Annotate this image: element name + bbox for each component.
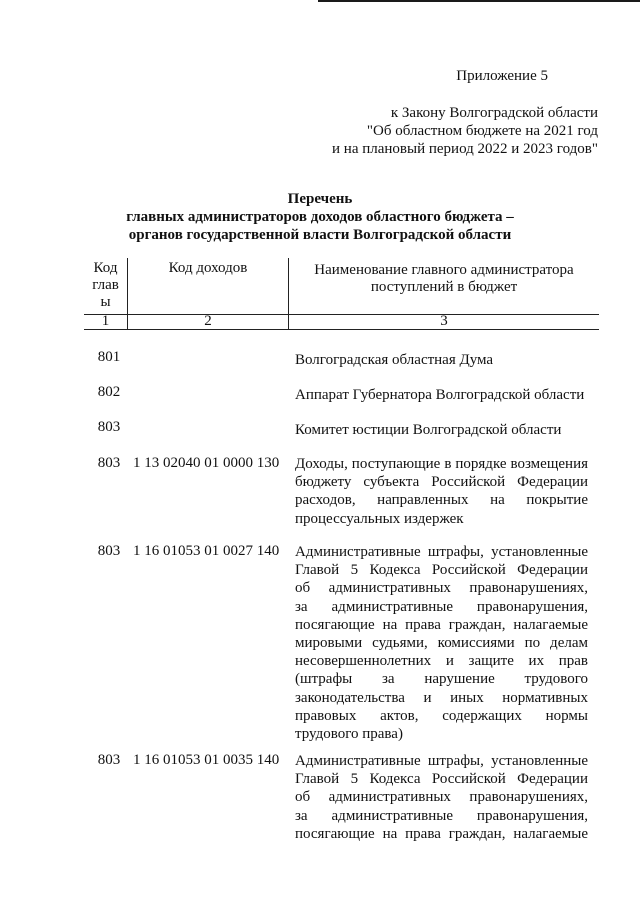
glav-code: 803 — [97, 752, 121, 768]
header-col-name: Наименование главного администратора поступлений в бюджет — [314, 262, 574, 295]
law-line: к Закону Волгоградской области — [390, 105, 598, 121]
glav-code: 802 — [97, 384, 121, 400]
title-line: главных администраторов доходов областного бюджета – — [126, 209, 514, 225]
appendix-text: Приложение 5 — [456, 68, 548, 84]
law-line: и на плановый период 2022 и 2023 годов" — [332, 141, 598, 157]
column-number: 2 — [204, 313, 212, 329]
administrator-name: Доходы, поступающие в порядке возмещения бюджету субъекта Российской Федерации расходов, направленных на покрытие процессуальных издержек — [295, 456, 588, 527]
administrator-name: Волгоградская областная Дума — [295, 352, 494, 368]
title-line: органов государственной власти Волгоградской области — [128, 227, 512, 243]
header-col-glav: Код глав ы — [92, 260, 119, 310]
glav-code: 803 — [97, 419, 121, 435]
column-number: 1 — [101, 313, 110, 329]
document-title — [100, 190, 540, 244]
administrator-name: Административные штрафы, установленные Главой 5 Кодекса Российской Федерации об административных правонарушениях, за административные правонарушения, посягающие на права граждан, налагаемые мировыми судьями, комиссиями по делам несовершеннолетних и защите их прав (штрафы за нарушение трудового законодательства и иных нормативных правовых актов, содержащих нормы трудового права) — [295, 544, 588, 743]
administrator-name: Комитет юстиции Волгоградской области — [295, 422, 562, 438]
column-number: 3 — [440, 313, 448, 329]
administrator-name: Административные штрафы, установленные Главой 5 Кодекса Российской Федерации об административных правонарушениях, за административные правонарушения, посягающие на права граждан, налагаемые — [295, 753, 588, 842]
law-reference — [332, 104, 598, 158]
scan-edge-line — [318, 0, 640, 2]
appendix-label — [456, 67, 548, 85]
income-code: 1 16 01053 01 0027 140 — [133, 543, 280, 559]
administrator-name: Аппарат Губернатора Волгоградской области — [295, 387, 585, 403]
income-code: 1 13 02040 01 0000 130 — [133, 455, 280, 471]
glav-code: 803 — [97, 455, 121, 471]
table-header — [84, 258, 599, 330]
glav-code: 803 — [97, 543, 121, 559]
income-code: 1 16 01053 01 0035 140 — [133, 752, 280, 768]
title-line: Перечень — [287, 191, 353, 207]
header-col-code: Код доходов — [168, 260, 248, 276]
glav-code: 801 — [97, 349, 121, 365]
law-line: "Об областном бюджете на 2021 год — [366, 123, 598, 139]
